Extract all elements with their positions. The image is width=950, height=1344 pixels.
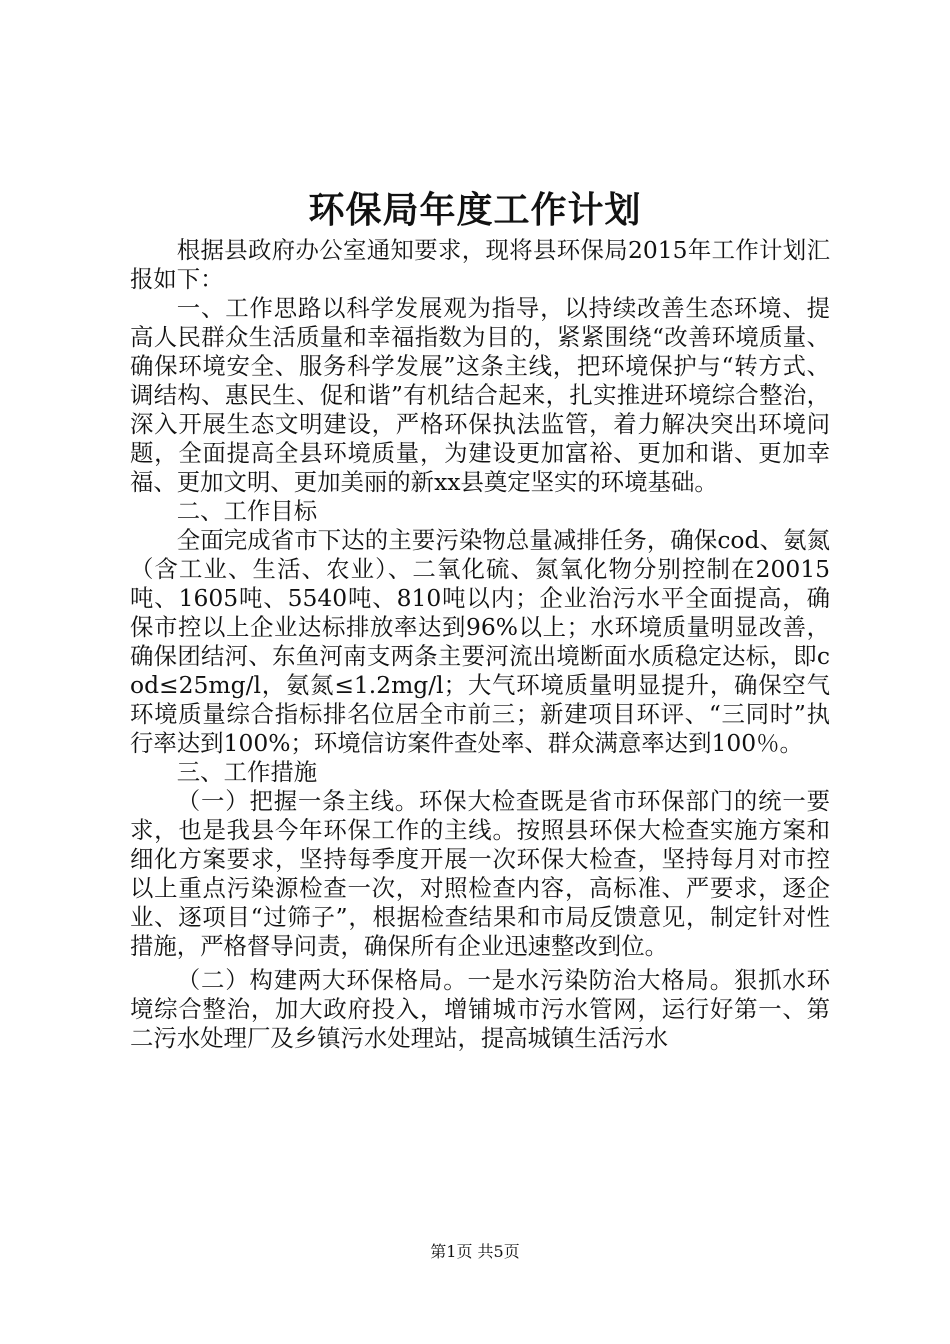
- document-title: 环保局年度工作计划: [308, 189, 642, 231]
- document-body: [130, 236, 830, 1053]
- measure-1-paragraph: （一）把握一条主线。环保大检查既是省市环保部门的统一要求，也是我县今年环保工作的主线。按照县环保大检查实施方案和细化方案要求，坚持每季度开展一次环保大检查，坚持每月对市控以上重点污染源检查一次，对照检查内容，高标准、严要求，逐企业、逐项目“过筛子”，根据检查结果和市局反馈意见，制定针对性措施，严格督导问责，确保所有企业迅速整改到位。: [130, 787, 830, 960]
- measure-2-paragraph: （二）构建两大环保格局。一是水污染防治大格局。狠抓水环境综合整治，加大政府投入，增铺城市污水管网，运行好第一、第二污水处理厂及乡镇污水处理站，提高城镇生活污水: [130, 966, 830, 1052]
- section-2-paragraph: 全面完成省市下达的主要污染物总量减排任务，确保cod、氨氮（含工业、生活、农业）、二氧化硫、氮氧化物分别控制在20015吨、1605吨、5540吨、810吨以内；企业治污水平全面提高，确保市控以上企业达标排放率达到96%以上；水环境质量明显改善，确保团结河、东鱼河南支两条主要河流出境断面水质稳定达标，即cod≤25mg/l，氨氮≤1.2mg/l；大气环境质量明显提升，确保空气环境质量综合指标排名位居全市前三；新建项目环评、“三同时”执行率达到100%；环境信访案件查处率、群众满意率达到100％。: [130, 526, 830, 757]
- section-3-heading: 三、工作措施: [176, 758, 318, 786]
- intro-paragraph: 根据县政府办公室通知要求，现将县环保局2015年工作计划汇报如下：: [130, 236, 830, 293]
- page-footer: 第1页 共5页: [430, 1242, 520, 1261]
- section-2-heading: 二、工作目标: [176, 497, 318, 525]
- section-1-paragraph: 一、工作思路以科学发展观为指导，以持续改善生态环境、提高人民群众生活质量和幸福指数为目的，紧紧围绕“改善环境质量、确保环境安全、服务科学发展”这条主线，把环境保护与“转方式、调结构、惠民生、促和谐”有机结合起来，扎实推进环境综合整治，深入开展生态文明建设，严格环保执法监管，着力解决突出环境问题，全面提高全县环境质量，为建设更加富裕、更加和谐、更加幸福、更加文明、更加美丽的新xx县奠定坚实的环境基础。: [130, 294, 830, 496]
